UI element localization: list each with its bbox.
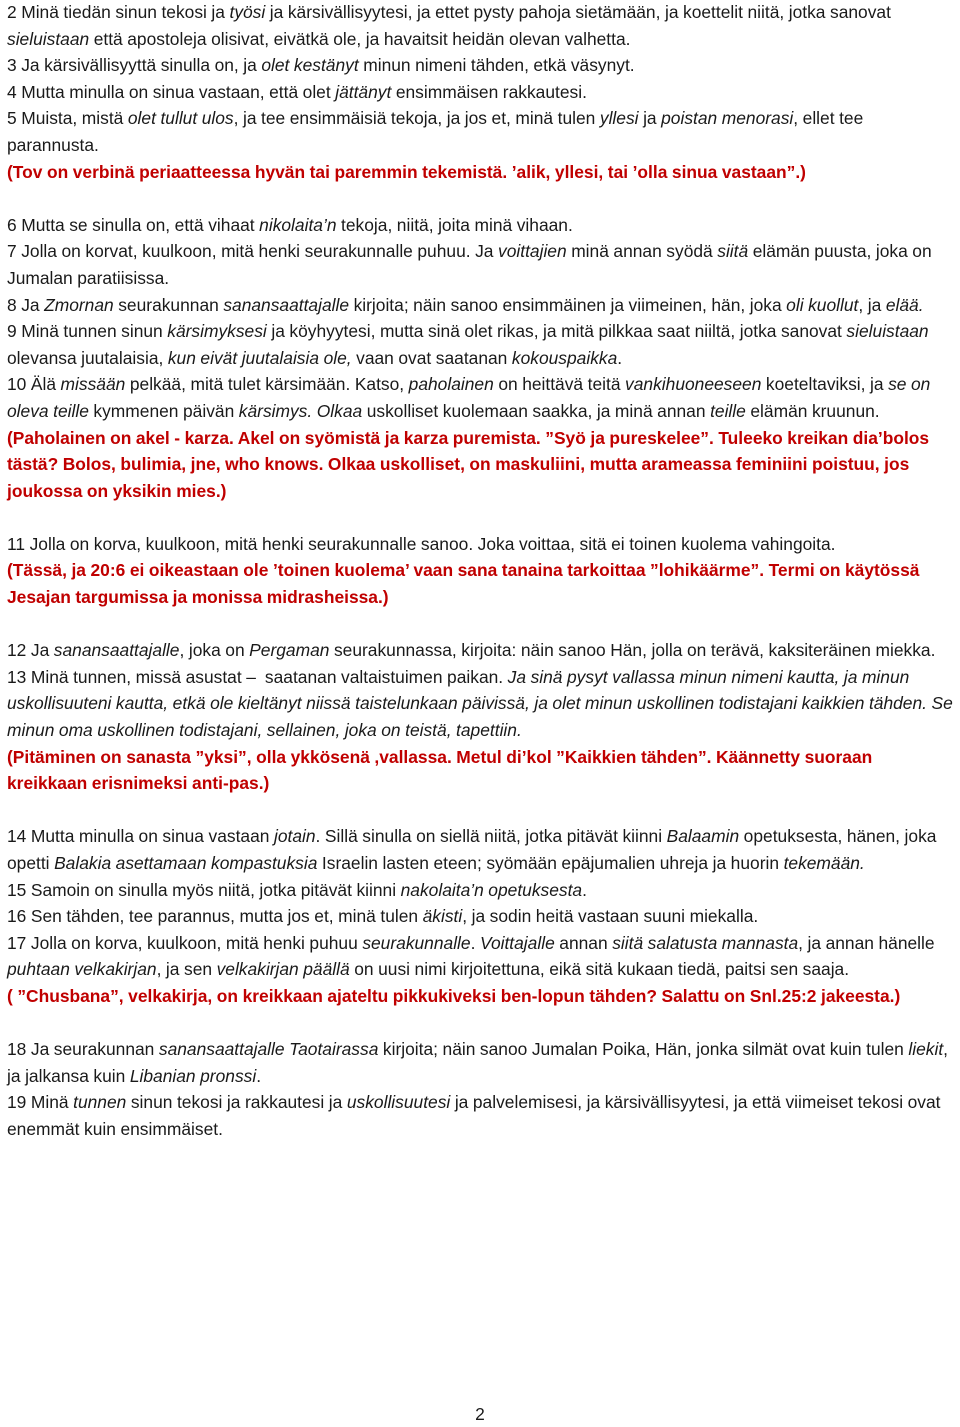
verse-paragraph: [7, 930, 955, 983]
text-segment: annan: [554, 932, 613, 953]
italic-text: nakolaita’n opetuksesta: [400, 879, 583, 900]
italic-text: sieluistaan: [7, 28, 90, 49]
italic-text: seurakunnalle: [362, 932, 471, 953]
text-segment: 15 Samoin on sinulla myös niitä, jotka pitävät kiinni: [7, 879, 401, 900]
text-segment: kirjoita; näin sanoo Jumalan Poika, Hän, jonka silmät ovat kuin tulen: [378, 1039, 909, 1060]
verse-paragraph: [7, 105, 955, 158]
paragraph-gap: [7, 797, 955, 824]
text-segment: opetuksesta, hänen, joka opetti: [7, 826, 941, 873]
italic-text: jotain: [273, 826, 316, 847]
text-segment: uskolliset kuolemaan saakka, ja minä annan: [362, 400, 711, 421]
verse-paragraph: [7, 292, 955, 319]
verse-paragraph: [7, 1036, 955, 1089]
text-segment: minä annan syödä: [566, 241, 718, 262]
paragraph-gap: [7, 611, 955, 638]
italic-text: velkakirjan päällä: [216, 959, 350, 980]
text-segment: 18 Ja seurakunnan: [7, 1039, 159, 1060]
verse-paragraph: [7, 1089, 955, 1142]
text-segment: vaan ovat saatanan: [351, 347, 512, 368]
verse-paragraph: [7, 371, 955, 424]
text-segment: seurakunnan: [113, 294, 224, 315]
italic-text: oli kuollut: [786, 294, 859, 315]
text-segment: , ja annan hänelle: [798, 932, 940, 953]
text-segment: 8 Ja: [7, 294, 45, 315]
italic-text: nikolaita’n: [259, 214, 337, 235]
italic-text: siitä: [717, 241, 749, 262]
text-segment: elämän kruunun.: [745, 400, 880, 421]
italic-text: missään: [60, 374, 126, 395]
text-segment: , ellet tee parannusta.: [7, 108, 868, 155]
italic-text: Olkaa: [316, 400, 363, 421]
verse-paragraph: [7, 52, 955, 79]
italic-text: poistan menorasi: [661, 108, 794, 129]
paragraph-gap: [7, 1010, 955, 1037]
verse-paragraph: [7, 531, 955, 558]
italic-text: Pergaman: [249, 640, 330, 661]
italic-text: olet kestänyt: [261, 55, 359, 76]
text-segment: elämän puusta, joka on Jumalan paratiisissa.: [7, 241, 937, 288]
verse-paragraph: [7, 0, 955, 52]
commentary-note: [7, 557, 955, 610]
commentary-note: [7, 159, 955, 186]
text-segment: , ja: [858, 294, 886, 315]
italic-text: tekemään.: [783, 853, 865, 873]
text-segment: kymmenen päivän: [88, 400, 239, 421]
text-segment: , ja sen: [156, 959, 217, 980]
italic-text: työsi: [229, 2, 266, 22]
italic-text: siitä salatusta mannasta: [612, 932, 799, 953]
text-segment: pelkää, mitä tulet kärsimään. Katso,: [125, 374, 409, 395]
text-segment: ( ”Chusbana”, velkakirja, on kreikkaan ajateltu pikkukiveksi ben-lopun tähden? Salattu on Snl.25:2 jakeesta.): [7, 985, 901, 1006]
page-number: 2: [475, 1404, 485, 1424]
italic-text: liekit: [908, 1039, 944, 1060]
paragraph-gap: [7, 185, 955, 212]
italic-text: Ja sinä pysyt vallassa minun nimeni kautta, ja minun uskollisuuteni kautta, etkä ole kieltänyt niissä taistelunkaan päivissä, ja olet minun uskollinen todistajani kaikkien tähden. Se minun oma uskollinen todistajani, sellainen, joka on teistä, tapettiin.: [7, 666, 958, 741]
text-segment: 16 Sen tähden, tee parannus, mutta jos et, minä tulen: [7, 906, 423, 927]
text-segment: (Pitäminen on sanasta ”yksi”, olla ykkösenä ,vallassa. Metul di’kol ”Kaikkien tähden”. Käännetty suoraan kreikkaan erisnimeksi anti-pas.): [7, 746, 877, 794]
text-segment: ja palvelemisesi, ja kärsivällisyytesi, ja että viimeiset tekosi ovat enemmät kuin ensimmäiset.: [7, 1092, 946, 1139]
text-segment: ja köyhyytesi, mutta sinä olet rikas, ja mitä pilkkaa saat niiltä, jotka sanovat: [266, 321, 847, 342]
text-segment: (Tässä, ja 20:6 ei oikeastaan ole ’toinen kuolema’ vaan sana tanaina tarkoittaa ”lohikäärme”. Termi on käytössä Jesajan targumissa ja monissa midrasheissa.): [7, 560, 924, 608]
text-segment: 19 Minä: [7, 1092, 74, 1113]
text-segment: , ja tee ensimmäisiä tekoja, ja jos et, minä tulen: [233, 108, 600, 129]
text-segment: 6 Mutta se sinulla on, että vihaat: [7, 214, 260, 235]
italic-text: kärsimys.: [238, 400, 313, 421]
verse-paragraph: [7, 823, 955, 876]
italic-text: se on oleva teille: [7, 374, 935, 421]
verse-paragraph: [7, 903, 955, 930]
text-segment: ja kärsivällisyytesi, ja ettet pysty pahoja sietämään, ja koettelit niitä, jotka sanovat: [265, 2, 896, 22]
italic-text: tunnen: [73, 1092, 127, 1113]
italic-text: kärsimyksesi: [167, 321, 267, 342]
verse-paragraph: [7, 79, 955, 106]
verse-paragraph: [7, 212, 955, 239]
text-segment: , ja sodin heitä vastaan suuni miekalla.: [462, 906, 759, 927]
text-segment: .: [582, 879, 587, 900]
text-segment: . Sillä sinulla on siellä niitä, jotka pitävät kiinni: [315, 826, 667, 847]
verse-paragraph: [7, 877, 955, 904]
italic-text: uskollisuutesi: [346, 1092, 451, 1113]
italic-text: sanansaattajalle Taotairassa: [158, 1039, 379, 1060]
text-segment: , ja jalkansa kuin: [7, 1039, 953, 1086]
text-segment: ensimmäisen rakkautesi.: [391, 81, 587, 102]
text-segment: (Paholainen on akel - karza. Akel on syömistä ja karza puremista. ”Syö ja pureskelee”. Tuleeko kreikan dia’bolos tästä? Bolos, bulimia, jne, who knows. Olkaa uskolliset, on maskuliini, mutta arameassa feminiini poistuu, jos joukossa on yksikin mies.): [7, 427, 934, 501]
verse-paragraph: [7, 238, 955, 291]
italic-text: paholainen: [408, 374, 494, 395]
italic-text: Voittajalle: [479, 932, 555, 953]
commentary-note: [7, 983, 955, 1010]
text-segment: 3 Ja kärsivällisyyttä sinulla on, ja: [7, 55, 262, 76]
verse-paragraph: [7, 664, 958, 744]
italic-text: yllesi: [599, 108, 639, 129]
text-segment: on heittävä teitä: [493, 374, 626, 395]
text-segment: 17 Jolla on korva, kuulkoon, mitä henki puhuu: [7, 932, 363, 953]
verse-paragraph: [7, 637, 955, 664]
text-segment: seurakunnassa, kirjoita: näin sanoo Hän, jolla on terävä, kaksiteräinen miekka.: [329, 640, 936, 661]
text-segment: 10 Älä: [7, 374, 61, 395]
text-segment: tekoja, niitä, joita minä vihaan.: [336, 214, 573, 235]
italic-text: kokouspaikka: [511, 347, 618, 368]
paragraph-gap: [7, 504, 955, 531]
italic-text: sanansaattajalle: [53, 640, 180, 661]
italic-text: jättänyt: [335, 81, 392, 102]
text-segment: kirjoita; näin sanoo ensimmäinen ja viimeinen, hän, joka: [349, 294, 787, 315]
text-segment: 2 Minä tiedän sinun tekosi ja: [7, 2, 230, 22]
italic-text: Balaamin: [666, 826, 740, 847]
italic-text: kun eivät juutalaisia ole,: [167, 347, 352, 368]
italic-text: puhtaan velkakirjan: [7, 959, 157, 980]
text-segment: 9 Minä tunnen sinun: [7, 321, 168, 342]
text-segment: 13 Minä tunnen, missä asustat – saatanan valtaistuimen paikan.: [7, 666, 508, 687]
text-segment: 11 Jolla on korva, kuulkoon, mitä henki seurakunnalle sanoo. Joka voittaa, sitä ei toinen kuolema vahingoita.: [7, 533, 836, 554]
text-segment: on uusi nimi kirjoitettuna, eikä sitä kukaan tiedä, paitsi sen saaja.: [349, 959, 850, 980]
text-segment: 12 Ja: [7, 640, 54, 661]
text-segment: , joka on: [179, 640, 250, 661]
italic-text: voittajien: [498, 241, 567, 262]
verse-paragraph: [7, 318, 955, 371]
italic-text: Balakia asettamaan kompastuksia: [54, 853, 318, 873]
text-segment: .: [256, 1065, 262, 1086]
text-segment: .: [617, 347, 623, 368]
text-segment: olevansa juutalaisia,: [7, 321, 934, 368]
italic-text: teille: [710, 400, 746, 421]
text-segment: minun nimeni tähden, etkä väsynyt.: [358, 55, 635, 76]
text-segment: (Tov on verbinä periaatteessa hyvän tai paremmin tekemistä. ’alik, yllesi, tai ’olla sinua vastaan”.): [7, 161, 806, 182]
commentary-note: [7, 425, 955, 505]
text-segment: ja: [638, 108, 662, 129]
italic-text: vankihuoneeseen: [625, 374, 762, 395]
italic-text: olet tullut ulos: [127, 108, 234, 129]
text-segment: 4 Mutta minulla on sinua vastaan, että olet: [7, 81, 336, 102]
text-segment: .: [470, 932, 480, 953]
italic-text: sieluistaan: [846, 321, 929, 342]
document-body: [7, 0, 958, 1143]
italic-text: äkisti: [422, 906, 463, 927]
italic-text: elää.: [885, 294, 924, 315]
text-segment: koeteltaviksi, ja: [761, 374, 889, 395]
text-segment: 5 Muista, mistä: [7, 108, 128, 129]
text-segment: 7 Jolla on korvat, kuulkoon, mitä henki seurakunnalle puhuu. Ja: [7, 241, 499, 262]
commentary-note: [7, 744, 955, 797]
text-segment: Israelin lasten eteen; syömään epäjumalien uhreja ja huorin: [317, 853, 784, 873]
italic-text: sanansaattajalle: [223, 294, 350, 315]
text-segment: 14 Mutta minulla on sinua vastaan: [7, 826, 274, 847]
text-segment: sinun tekosi ja rakkautesi ja: [126, 1092, 347, 1113]
italic-text: Libanian pronssi: [129, 1065, 257, 1086]
italic-text: Zmornan: [44, 294, 114, 315]
text-segment: että apostoleja olisivat, eivätkä ole, ja havaitsit heidän olevan valhetta.: [89, 28, 631, 49]
